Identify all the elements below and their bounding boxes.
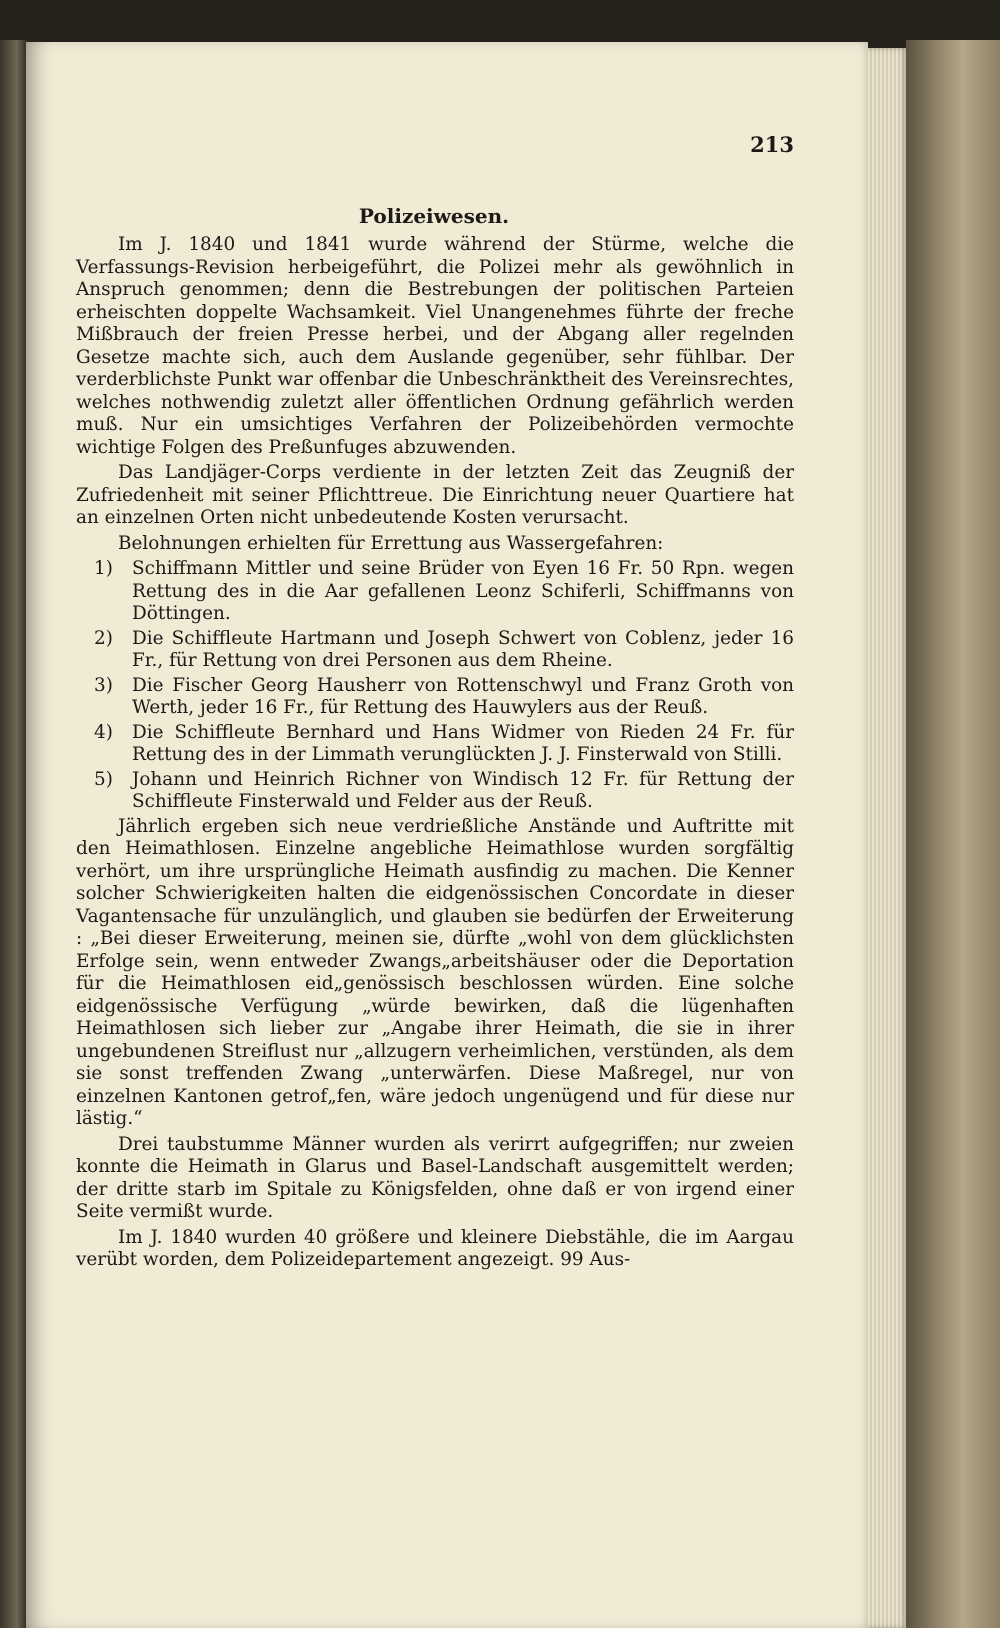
paragraph: Das Landjäger-Corps verdiente in der letzten Zeit das Zeugniß der Zufriedenheit mit seiner Pflichttreue. Die Einrichtung neuer Quartiere hat an einzelnen Orten nicht unbedeutende Kosten verursacht. <box>76 462 794 528</box>
paragraph: Belohnungen erhielten für Errettung aus Wassergefahren: <box>118 532 664 554</box>
page-edges <box>868 48 908 1628</box>
list-item <box>76 722 794 767</box>
rewards-list <box>76 558 794 814</box>
paragraph: Drei taubstumme Männer wurden als verirrt aufgegriffen; nur zweien konnte die Heimath in Glarus und Basel-Landschaft ausgemittelt werden; der dritte starb im Spitale zu Königsfelden, ohne daß er von irgend einer Seite vermißt wurde. <box>76 1133 794 1222</box>
list-number: 5) <box>94 768 113 790</box>
list-text: Die Schiffleute Bernhard und Hans Widmer von Rieden 24 Fr. für Rettung des in der Limmath verunglückten J. J. Finsterwald von Stilli. <box>132 721 794 765</box>
section-heading: Polizeiwesen. <box>358 204 510 228</box>
list-number: 2) <box>94 627 113 649</box>
list-item <box>76 769 794 814</box>
page-number: 213 <box>750 132 794 157</box>
list-number: 1) <box>94 558 113 579</box>
previous-page-edge <box>0 40 28 1628</box>
page-body <box>76 234 794 1275</box>
paragraph: Jährlich ergeben sich neue verdrießliche Anstände und Auftritte mit den Heimathlosen. Einzelne angebliche Heimathlose wurden sorgfältig verhört, um ihre ursprüngliche Heimath ausfindig zu machen. Die Kenner solcher Schwierigkeiten halten die eidgenössischen Concordate in dieser Vagantensache für unzulänglich, und glauben sie bedürfen der Erweiterung : „Bei dieser Erweiterung, meinen sie, dürfte „wohl von dem glücklichsten Erfolge sein, wenn entweder Zwangs„arbeitshäuser oder die Deportation für die Heimathlosen eid„genössisch beschlossen würden. Eine solche eidgenössische Verfügung „würde bewirken, daß die lügenhaften Heimathlosen sich lieber zur „Angabe ihrer Heimath, die sie in ihrer ungebundenen Streiflust nur „allzugern verheimlichen, verstünden, als dem sie sonst treffenden Zwang „unterwärfen. Diese Maßregel, nur von einzelnen Kantonen getrof„fen, wäre jedoch ungenügend und für diese nur lästig.“ <box>76 815 794 1129</box>
list-number: 3) <box>94 674 113 696</box>
list-text: Schiffmann Mittler und seine Brüder von Eyen 16 Fr. 50 Rpn. wegen Rettung des in die Aar gefallenen Leonz Schiferli, Schiffmanns von Döttingen. <box>132 558 794 624</box>
list-item <box>76 558 794 626</box>
list-item <box>76 628 794 673</box>
list-text: Johann und Heinrich Richner von Windisch 12 Fr. für Rettung der Schiffleute Finsterwald und Felder aus der Reuß. <box>132 768 794 812</box>
book-cover-edge <box>906 40 1000 1628</box>
paragraph: Im J. 1840 wurden 40 größere und kleinere Diebstähle, die im Aargau verübt worden, dem Polizeidepartement angezeigt. 99 Aus- <box>76 1226 794 1270</box>
list-text: Die Schiffleute Hartmann und Joseph Schwert von Coblenz, jeder 16 Fr., für Rettung von drei Personen aus dem Rheine. <box>132 627 794 671</box>
list-item <box>76 675 794 720</box>
list-number: 4) <box>94 721 113 743</box>
list-text: Die Fischer Georg Hausherr von Rottenschwyl und Franz Groth von Werth, jeder 16 Fr., für Rettung des Hauwylers aus der Reuß. <box>132 674 794 718</box>
paragraph: Im J. 1840 und 1841 wurde während der Stürme, welche die Verfassungs-Revision herbeigeführt, die Polizei mehr als gewöhnlich in Anspruch genommen; denn die Bestrebungen der politischen Parteien erheischten doppelte Wachsamkeit. Viel Unangenehmes führte der freche Mißbrauch der freien Presse herbei, und der Abgang aller regelnden Gesetze machte sich, auch dem Auslande gegenüber, sehr fühlbar. Der verderblichste Punkt war offenbar die Unbeschränktheit des Vereinsrechtes, welches nothwendig zuletzt aller öffentlichen Ordnung gefährlich werden muß. Nur ein umsichtiges Verfahren der Polizeibehörden vermochte wichtige Folgen des Preßunfuges abzuwenden. <box>76 234 794 458</box>
